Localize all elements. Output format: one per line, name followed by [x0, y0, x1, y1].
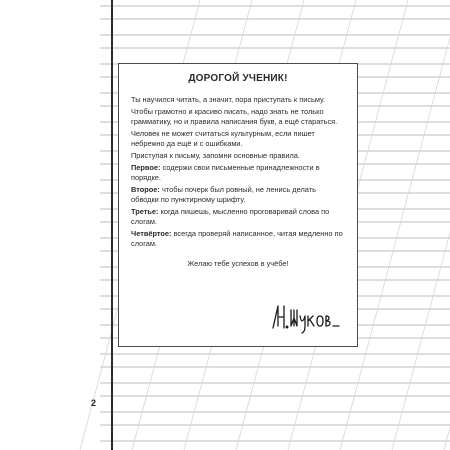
rule-third — [131, 207, 345, 227]
intro-paragraph: Чтобы грамотно и красиво писать, надо знать не только грамматику, но и правила написания букв, а ещё стараться. — [131, 107, 338, 126]
card-title: ДОРОГОЙ УЧЕНИК! — [188, 73, 288, 84]
rule-label: Третье: — [131, 207, 159, 216]
rule-second — [131, 185, 345, 205]
welcome-card — [118, 63, 358, 347]
intro-paragraph: Ты научился читать, а значит, пора приступать к письму. — [131, 95, 326, 104]
intro-paragraph: Человек не может считаться культурным, если пишет небрежно да ещё и с ошибками. — [131, 129, 315, 148]
rule-text: чтобы почерк был ровный, не ленись делать обводки по пунктирному шрифту. — [131, 185, 316, 204]
rule-label: Первое: — [131, 163, 161, 172]
rule-fourth — [131, 229, 345, 249]
closing-wish: Желаю тебе успехов в учёбе! — [187, 259, 289, 268]
rule-text: содержи свои письменные принадлежности в порядке. — [131, 163, 320, 182]
rule-label: Второе: — [131, 185, 160, 194]
page-number: 2 — [91, 398, 97, 408]
intro-paragraph: Приступая к письму, запомни основные правила. — [131, 151, 300, 160]
rule-first — [131, 163, 345, 183]
author-signature — [269, 296, 343, 336]
rule-text: когда пишешь, мысленно проговаривай слова по слогам. — [131, 207, 330, 226]
rule-text: всегда проверяй написанное, читая медленно по слогам. — [131, 229, 343, 248]
rule-label: Четвёртое: — [131, 229, 172, 238]
